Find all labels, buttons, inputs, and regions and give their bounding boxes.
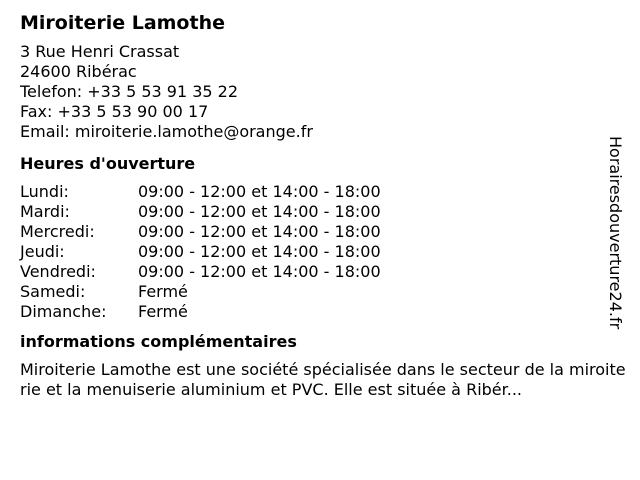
hours-row-saturday [20, 282, 628, 302]
day-hours: Fermé [138, 302, 188, 321]
address-street: 3 Rue Henri Crassat [20, 42, 180, 61]
additional-info-title: informations complémentaires [20, 332, 297, 351]
email-address: Email: miroiterie.lamothe@orange.fr [20, 122, 313, 141]
day-label: Vendredi: [20, 262, 96, 281]
hours-row-sunday [20, 302, 628, 322]
business-description: Miroiterie Lamothe est une société spécialisée dans le secteur de la miroiterie et la menuiserie aluminium et PVC. Elle est située à Ribér... [20, 360, 626, 399]
hours-row-monday [20, 182, 628, 202]
hours-row-wednesday [20, 222, 628, 242]
day-label: Jeudi: [20, 242, 65, 261]
day-hours: Fermé [138, 282, 188, 301]
hours-row-tuesday [20, 202, 628, 222]
day-hours: 09:00 - 12:00 et 14:00 - 18:00 [138, 222, 381, 241]
business-card [20, 10, 628, 400]
day-hours: 09:00 - 12:00 et 14:00 - 18:00 [138, 182, 381, 201]
address-city: 24600 Ribérac [20, 62, 137, 81]
opening-hours-title: Heures d'ouverture [20, 154, 196, 173]
fax-number: Fax: +33 5 53 90 00 17 [20, 102, 209, 121]
day-hours: 09:00 - 12:00 et 14:00 - 18:00 [138, 202, 381, 221]
day-label: Mardi: [20, 202, 70, 221]
day-label: Samedi: [20, 282, 86, 301]
hours-row-friday [20, 262, 628, 282]
day-label: Dimanche: [20, 302, 107, 321]
day-hours: 09:00 - 12:00 et 14:00 - 18:00 [138, 262, 381, 281]
day-hours: 09:00 - 12:00 et 14:00 - 18:00 [138, 242, 381, 261]
phone-number: Telefon: +33 5 53 91 35 22 [20, 82, 239, 101]
day-label: Mercredi: [20, 222, 95, 241]
day-label: Lundi: [20, 182, 69, 201]
opening-hours-table [20, 182, 628, 322]
site-watermark: Horairesdouverture24.fr [606, 136, 625, 330]
business-name: Miroiterie Lamothe [20, 12, 225, 34]
hours-row-thursday [20, 242, 628, 262]
